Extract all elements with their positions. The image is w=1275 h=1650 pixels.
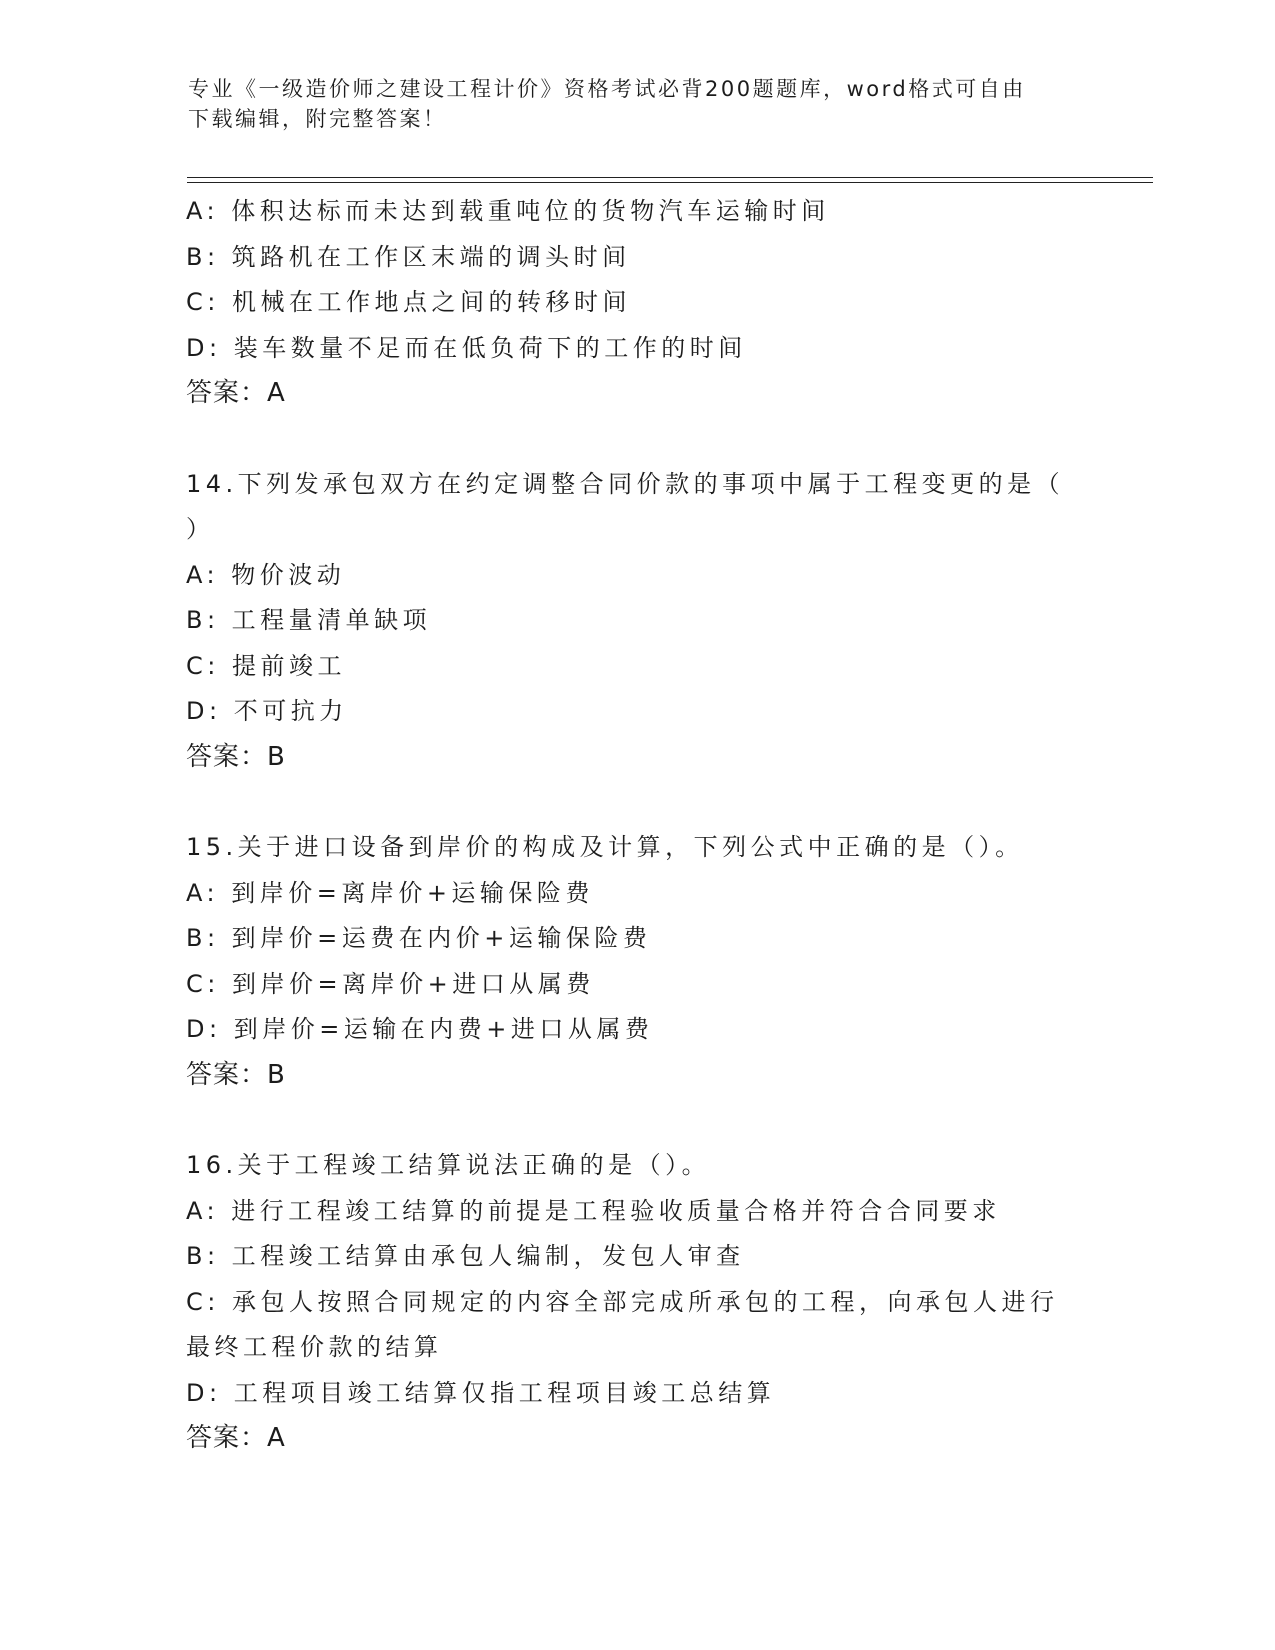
option-d: D: 工程项目竣工结算仅指工程项目竣工总结算 (186, 1378, 776, 1407)
question-15 (186, 825, 1086, 1098)
answer-text: 答案：A (186, 1423, 286, 1453)
document-header (188, 74, 1068, 134)
question-list (186, 189, 1086, 1462)
question-13-continued (186, 189, 1086, 417)
option-a: A: 到岸价=离岸价+运输保险费 (186, 878, 594, 907)
answer-text: 答案：A (186, 378, 286, 408)
option-b: B: 工程竣工结算由承包人编制，发包人审查 (186, 1242, 745, 1270)
option-c: C: 机械在工作地点之间的转移时间 (186, 288, 631, 316)
option-a: A: 体积达标而未达到载重吨位的货物汽车运输时间 (186, 197, 830, 225)
header-line-1: 专业《一级造价师之建设工程计价》资格考试必背200题题库，word格式可自由 (188, 77, 1026, 101)
option-b: B: 筑路机在工作区末端的调头时间 (186, 242, 631, 271)
option-c-continued: 最终工程价款的结算 (186, 1333, 443, 1361)
question-14 (186, 462, 1086, 781)
question-stem: 14.下列发承包双方在约定调整合同价款的事项中属于工程变更的是（ (186, 469, 1065, 498)
answer-text: 答案：B (186, 741, 286, 772)
option-b: B: 工程量清单缺项 (186, 606, 432, 634)
question-stem-continued: ） (186, 515, 215, 543)
option-c: C: 承包人按照合同规定的内容全部完成所承包的工程，向承包人进行 (186, 1287, 1059, 1316)
question-stem: 15.关于进口设备到岸价的构成及计算，下列公式中正确的是（）。 (186, 833, 1024, 861)
option-c: C: 到岸价=离岸价+进口从属费 (186, 969, 595, 998)
option-a: A: 进行工程竣工结算的前提是工程验收质量合格并符合合同要求 (186, 1196, 1001, 1225)
option-d: D: 不可抗力 (186, 697, 348, 725)
question-stem: 16.关于工程竣工结算说法正确的是（）。 (186, 1151, 711, 1179)
header-line-2: 下载编辑，附完整答案！ (188, 107, 447, 131)
option-a: A: 物价波动 (186, 560, 346, 589)
option-c: C: 提前竣工 (186, 651, 346, 680)
header-divider-bottom (187, 182, 1153, 183)
question-16 (186, 1143, 1086, 1462)
answer-text: 答案：B (186, 1059, 286, 1090)
option-d: D: 装车数量不足而在低负荷下的工作的时间 (186, 333, 747, 362)
option-b: B: 到岸价=运费在内价+运输保险费 (186, 924, 652, 952)
header-divider-top (187, 177, 1153, 178)
option-d: D: 到岸价=运输在内费+进口从属费 (186, 1015, 654, 1043)
